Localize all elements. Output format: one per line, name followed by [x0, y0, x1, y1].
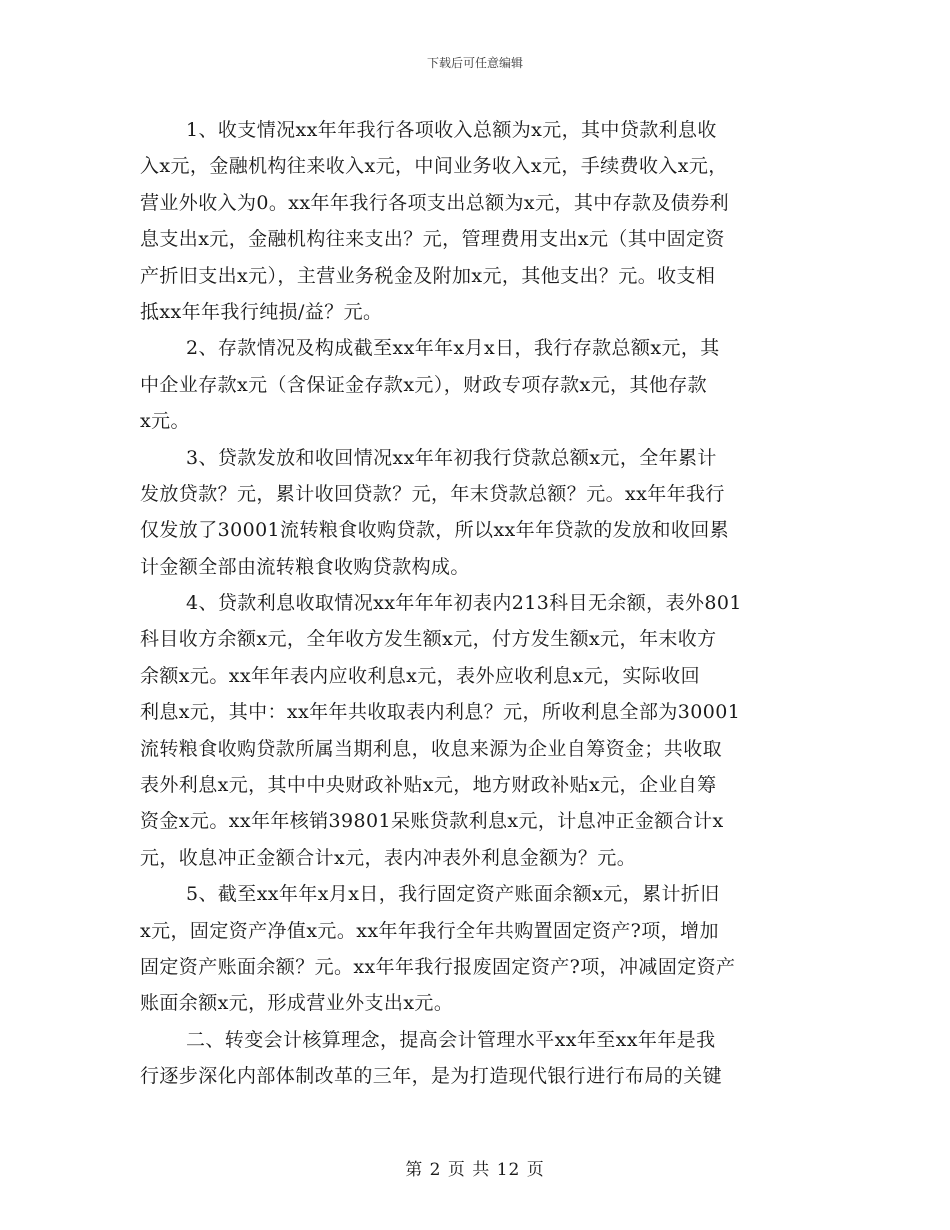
- text-line: 行逐步深化内部体制改革的三年，是为打造现代银行进行布局的关键: [140, 1065, 723, 1088]
- text-line: 入x元，金融机构往来收入x元，中间业务收入x元，手续费收入x元，: [140, 155, 728, 178]
- text-line: 余额x元。xx年年表内应收利息x元，表外应收利息x元，实际收回: [140, 664, 700, 687]
- text-line: 息支出x元，金融机构往来支出？元，管理费用支出x元（其中固定资: [140, 228, 725, 251]
- page-number: 第 2 页 共 12 页: [405, 1160, 545, 1180]
- text-line: 1、收支情况xx年年我行各项收入总额为x元，其中贷款利息收: [186, 119, 717, 141]
- text-line: 账面余额x元，形成营业外支出x元。: [140, 992, 454, 1015]
- text-line: 中企业存款x元（含保证金存款x元），财政专项存款x元，其他存款: [140, 373, 708, 396]
- document-body: [140, 112, 812, 1095]
- text-line: 4、贷款利息收取情况xx年年年初表内213科目无余额，表外801: [186, 592, 742, 615]
- text-line: 营业外收入为0。xx年年我行各项支出总额为x元，其中存款及债券利: [140, 191, 730, 214]
- text-line: 科目收方余额x元，全年收方发生额x元，付方发生额x元，年末收方: [140, 628, 717, 651]
- text-line: x元，固定资产净值x元。xx年年我行全年共购置固定资产?项，增加: [140, 919, 719, 942]
- text-line: 3、贷款发放和收回情况xx年年初我行贷款总额x元，全年累计: [186, 446, 717, 469]
- text-line: 发放贷款？元，累计收回贷款？元，年末贷款总额？元。xx年年我行: [140, 482, 725, 505]
- text-line: 元，收息冲正金额合计x元，表内冲表外利息金额为？元。: [140, 846, 637, 869]
- text-line: 5、截至xx年年x月x日，我行固定资产账面余额x元，累计折旧: [186, 883, 720, 906]
- text-line: 产折旧支出x元），主营业务税金及附加x元，其他支出？元。收支相: [140, 264, 716, 287]
- text-line: 利息x元，其中：xx年年共收取表内利息？元，所收利息全部为30001: [140, 701, 741, 724]
- text-line: 固定资产账面余额？元。xx年年我行报废固定资产?项，冲减固定资产: [140, 955, 736, 978]
- text-line: 2、存款情况及构成截至xx年年x月x日，我行存款总额x元，其: [186, 337, 720, 360]
- text-line: x元。: [140, 410, 190, 433]
- page-header: 下载后可任意编辑: [426, 56, 523, 70]
- text-line: 计金额全部由流转粮食收购贷款构成。: [140, 555, 470, 578]
- text-line: 二、转变会计核算理念，提高会计管理水平xx年至xx年年是我: [186, 1028, 716, 1051]
- text-line: 抵xx年年我行纯损/益？元。: [140, 300, 383, 323]
- text-line: 表外利息x元，其中中央财政补贴x元，地方财政补贴x元，企业自筹: [140, 774, 717, 797]
- text-line: 仅发放了30001流转粮食收购贷款，所以xx年年贷款的发放和收回累: [140, 519, 730, 542]
- text-line: 资金x元。xx年年核销39801呆账贷款利息x元，计息冲正金额合计x: [140, 810, 724, 833]
- text-line: 流转粮食收购贷款所属当期利息，收息来源为企业自筹资金；共收取: [140, 737, 723, 760]
